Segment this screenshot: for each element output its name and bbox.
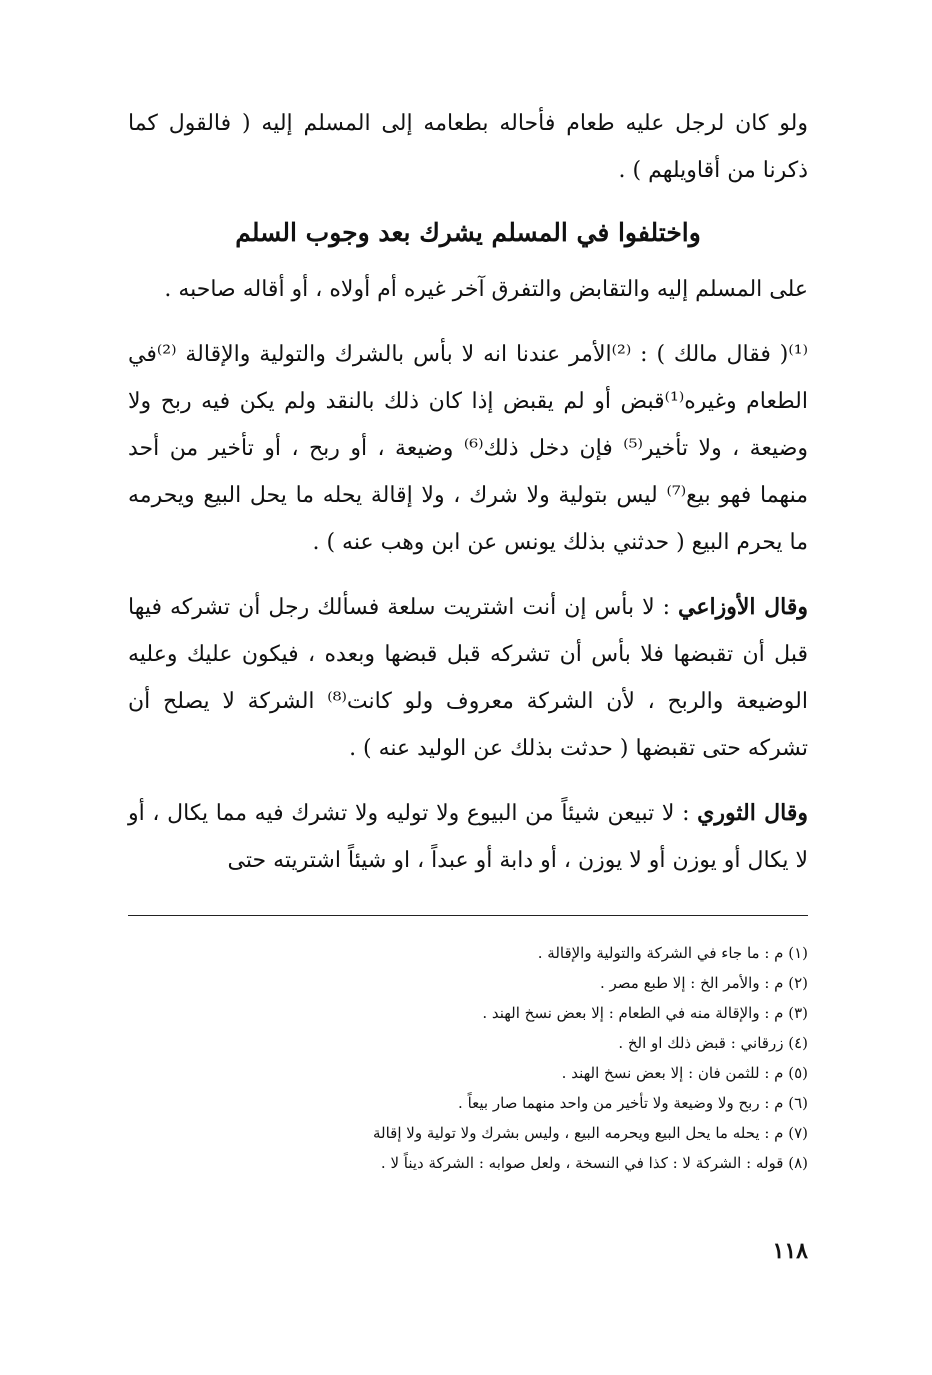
- paragraph-thawri: [128, 790, 808, 884]
- footnote: (٤) زرقاني : قبض ذلك او الخ .: [618, 1034, 808, 1052]
- thawri-lead: وقال الثوري: [697, 800, 808, 826]
- paragraph-malik: ⁽¹⁾( فقال مالك ) : ⁽²⁾الأمر عندنا انه لا بأس بالشرك والتولية والإقالة ⁽²⁾في الطعام وغيره⁽¹⁾قبض أو لم يقبض إذا كان ذلك بالنقد ولم يكن فيه ربح ولا وضيعة ، ولا تأخير⁽⁵⁾ فإن دخل ذلك⁽⁶⁾ وضيعة ، أو ربح ، أو تأخير من أحد منهما فهو بيع⁽⁷⁾ ليس بتولية ولا شرك ، ولا إقالة يحله ما يحل البيع ويحرمه ما يحرم البيع ( حدثني بذلك يونس عن ابن وهب عنه ) .: [128, 342, 809, 555]
- footnote: (٥) م : للثمن فان : إلا بعض نسخ الهند .: [561, 1064, 808, 1082]
- thawri-text: : لا تبيعن شيئاً من البيوع ولا توليه ولا تشرك فيه مما يكال ، أو لا يكال أو يوزن أو لا يوزن ، أو دابة أو عبداً ، او شيئاً اشتريته حتى: [128, 801, 808, 873]
- footnote-divider: [128, 915, 808, 916]
- page-number: ١١٨: [772, 1238, 808, 1264]
- paragraph-awzai: [128, 584, 808, 772]
- awzai-text: : لا بأس إن أنت اشتريت سلعة فسألك رجل أن تشركه فيها قبل أن تقبضها فلا بأس أن تشركه قبل قبضها وبعده ، فيكون عليك وعليه الوضيعة والربح ، لأن الشركة معروف ولو كانت⁽⁸⁾ الشركة لا يصلح أن تشركه حتى تقبضها ( حدثت بذلك عن الوليد عنه ) .: [128, 595, 808, 761]
- section-heading: واختلفوا في المسلم يشرك بعد وجوب السلم: [235, 218, 701, 247]
- awzai-lead: وقال الأوزاعي: [678, 594, 808, 620]
- footnote: (٢) م : والأمر الخ : إلا طبع مصر .: [599, 974, 808, 992]
- footnote: (٧) م : يحله ما يحل البيع ويحرمه البيع ، وليس بشرك ولا تولية ولا إقالة: [372, 1124, 808, 1142]
- paragraph-1: ولو كان لرجل عليه طعام فأحاله بطعامه إلى المسلم إليه ( فالقول كما ذكرنا من أقاويلهم ) .: [128, 111, 808, 183]
- footnote: (١) م : ما جاء في الشركة والتولية والإقالة .: [537, 944, 808, 962]
- paragraph-2: على المسلم إليه والتقابض والتفرق آخر غيره أم أولاه ، أو أقاله صاحبه .: [164, 277, 808, 302]
- footnote: (٣) م : والإقالة منه في الطعام : إلا بعض نسخ الهند .: [482, 1004, 808, 1022]
- main-text: [128, 100, 808, 884]
- footnotes: [128, 938, 808, 1178]
- footnote: (٦) م : ربح ولا وضيعة ولا تأخير من واحد منهما صار بيعاً .: [458, 1094, 808, 1112]
- footnote: (٨) قوله : الشركة لا : كذا في النسخة ، ولعل صوابه : الشركة ديناً لا .: [380, 1154, 808, 1172]
